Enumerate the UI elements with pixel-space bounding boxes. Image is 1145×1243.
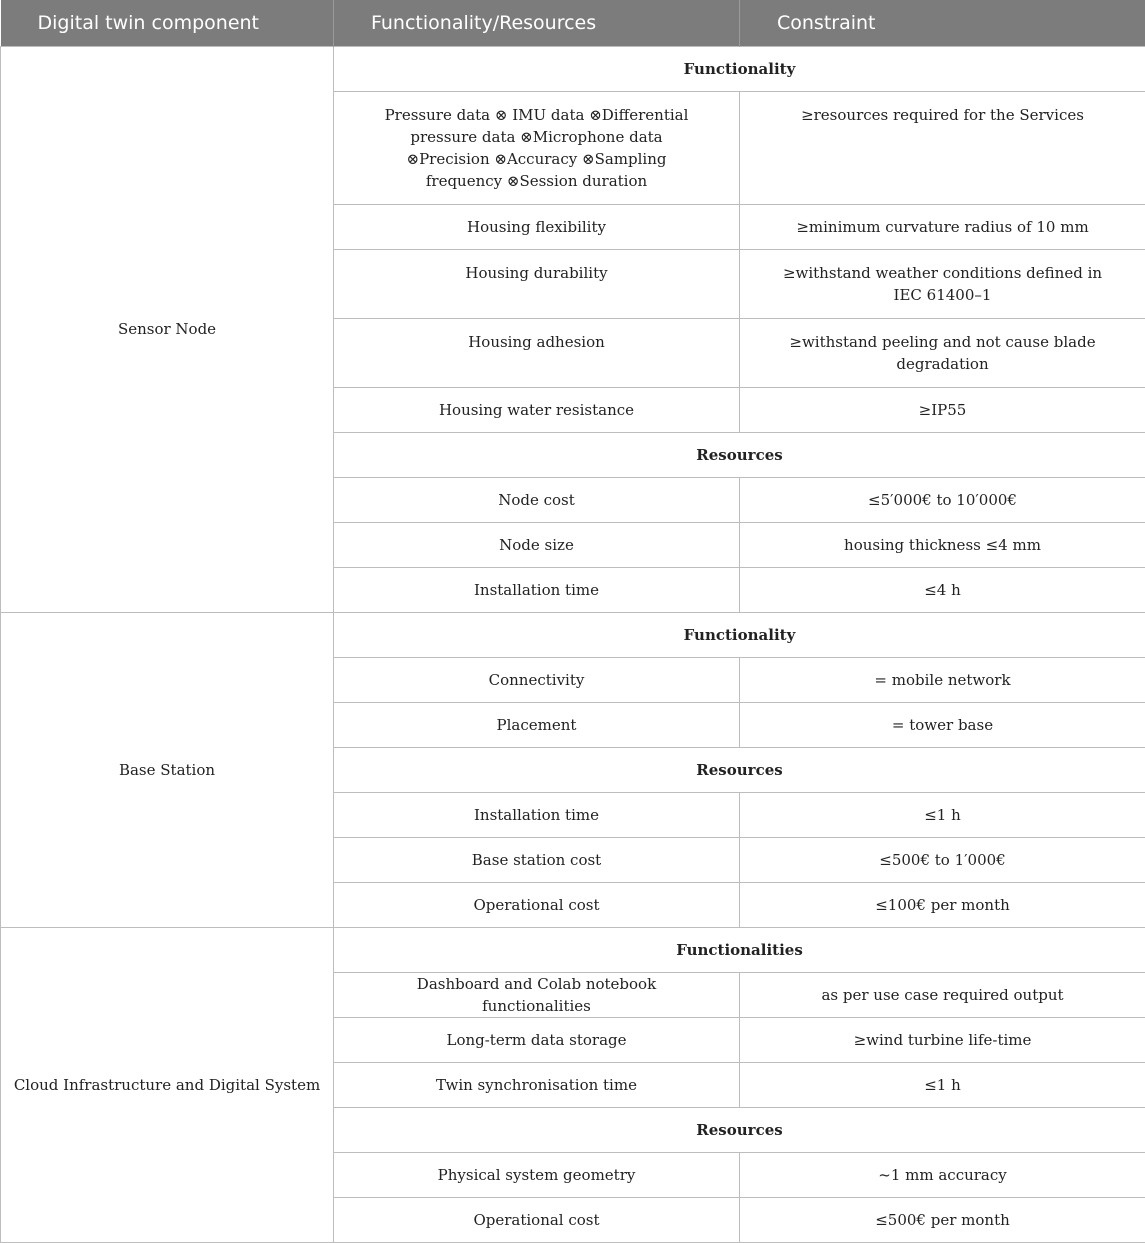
constraint-cell: ~1 mm accuracy [740,1152,1145,1197]
item-cell: Connectivity [334,657,740,702]
constraint-cell: ≥minimum curvature radius of 10 mm [740,204,1145,249]
section-header: Resources [334,747,1145,792]
item-cell: Operational cost [334,1197,740,1242]
constraint-cell: ≤500€ per month [740,1197,1145,1242]
constraint-cell: ≤4 h [740,567,1145,612]
constraint-cell: = mobile network [740,657,1145,702]
item-cell: Placement [334,702,740,747]
constraint-cell: housing thickness ≤4 mm [740,522,1145,567]
item-cell: Housing adhesion [334,318,740,387]
table-row [1,612,1145,657]
section-header: Functionality [334,46,1145,91]
section-header: Resources [334,432,1145,477]
constraint-cell: ≤500€ to 1′000€ [740,837,1145,882]
item-cell: Pressure data ⊗ IMU data ⊗Differential pressure data ⊗Microphone data ⊗Precision ⊗Accuracy ⊗Sampling frequency ⊗Session duration [334,91,740,204]
constraint-cell: ≥withstand peeling and not cause blade degradation [740,318,1145,387]
component-cell: Sensor Node [1,46,334,612]
constraint-cell: ≥withstand weather conditions defined in IEC 61400–1 [740,249,1145,318]
constraint-cell: = tower base [740,702,1145,747]
item-cell: Installation time [334,792,740,837]
item-cell: Installation time [334,567,740,612]
constraint-cell: ≥resources required for the Services [740,91,1145,204]
item-cell: Long-term data storage [334,1017,740,1062]
constraint-cell: ≥IP55 [740,387,1145,432]
component-cell: Base Station [1,612,334,927]
component-cell: Cloud Infrastructure and Digital System [1,927,334,1242]
section-header: Functionalities [334,927,1145,972]
item-cell: Operational cost [334,882,740,927]
constraint-cell: as per use case required output [740,972,1145,1017]
item-cell: Physical system geometry [334,1152,740,1197]
constraint-cell: ≤100€ per month [740,882,1145,927]
section-header: Resources [334,1107,1145,1152]
constraint-cell: ≤5′000€ to 10′000€ [740,477,1145,522]
section-header: Functionality [334,612,1145,657]
header-component: Digital twin component [1,0,334,46]
item-cell: Node size [334,522,740,567]
item-cell: Node cost [334,477,740,522]
item-cell: Dashboard and Colab notebook functionalities [334,972,740,1017]
table-row [1,927,1145,972]
header-functionality-resources: Functionality/Resources [334,0,740,46]
constraint-cell: ≤1 h [740,792,1145,837]
constraint-cell: ≥wind turbine life-time [740,1017,1145,1062]
header-constraint: Constraint [740,0,1145,46]
constraint-cell: ≤1 h [740,1062,1145,1107]
item-cell: Housing water resistance [334,387,740,432]
item-cell: Twin synchronisation time [334,1062,740,1107]
table-row [1,46,1145,91]
item-cell: Housing flexibility [334,204,740,249]
item-cell: Housing durability [334,249,740,318]
item-cell: Base station cost [334,837,740,882]
header-row [1,0,1145,46]
